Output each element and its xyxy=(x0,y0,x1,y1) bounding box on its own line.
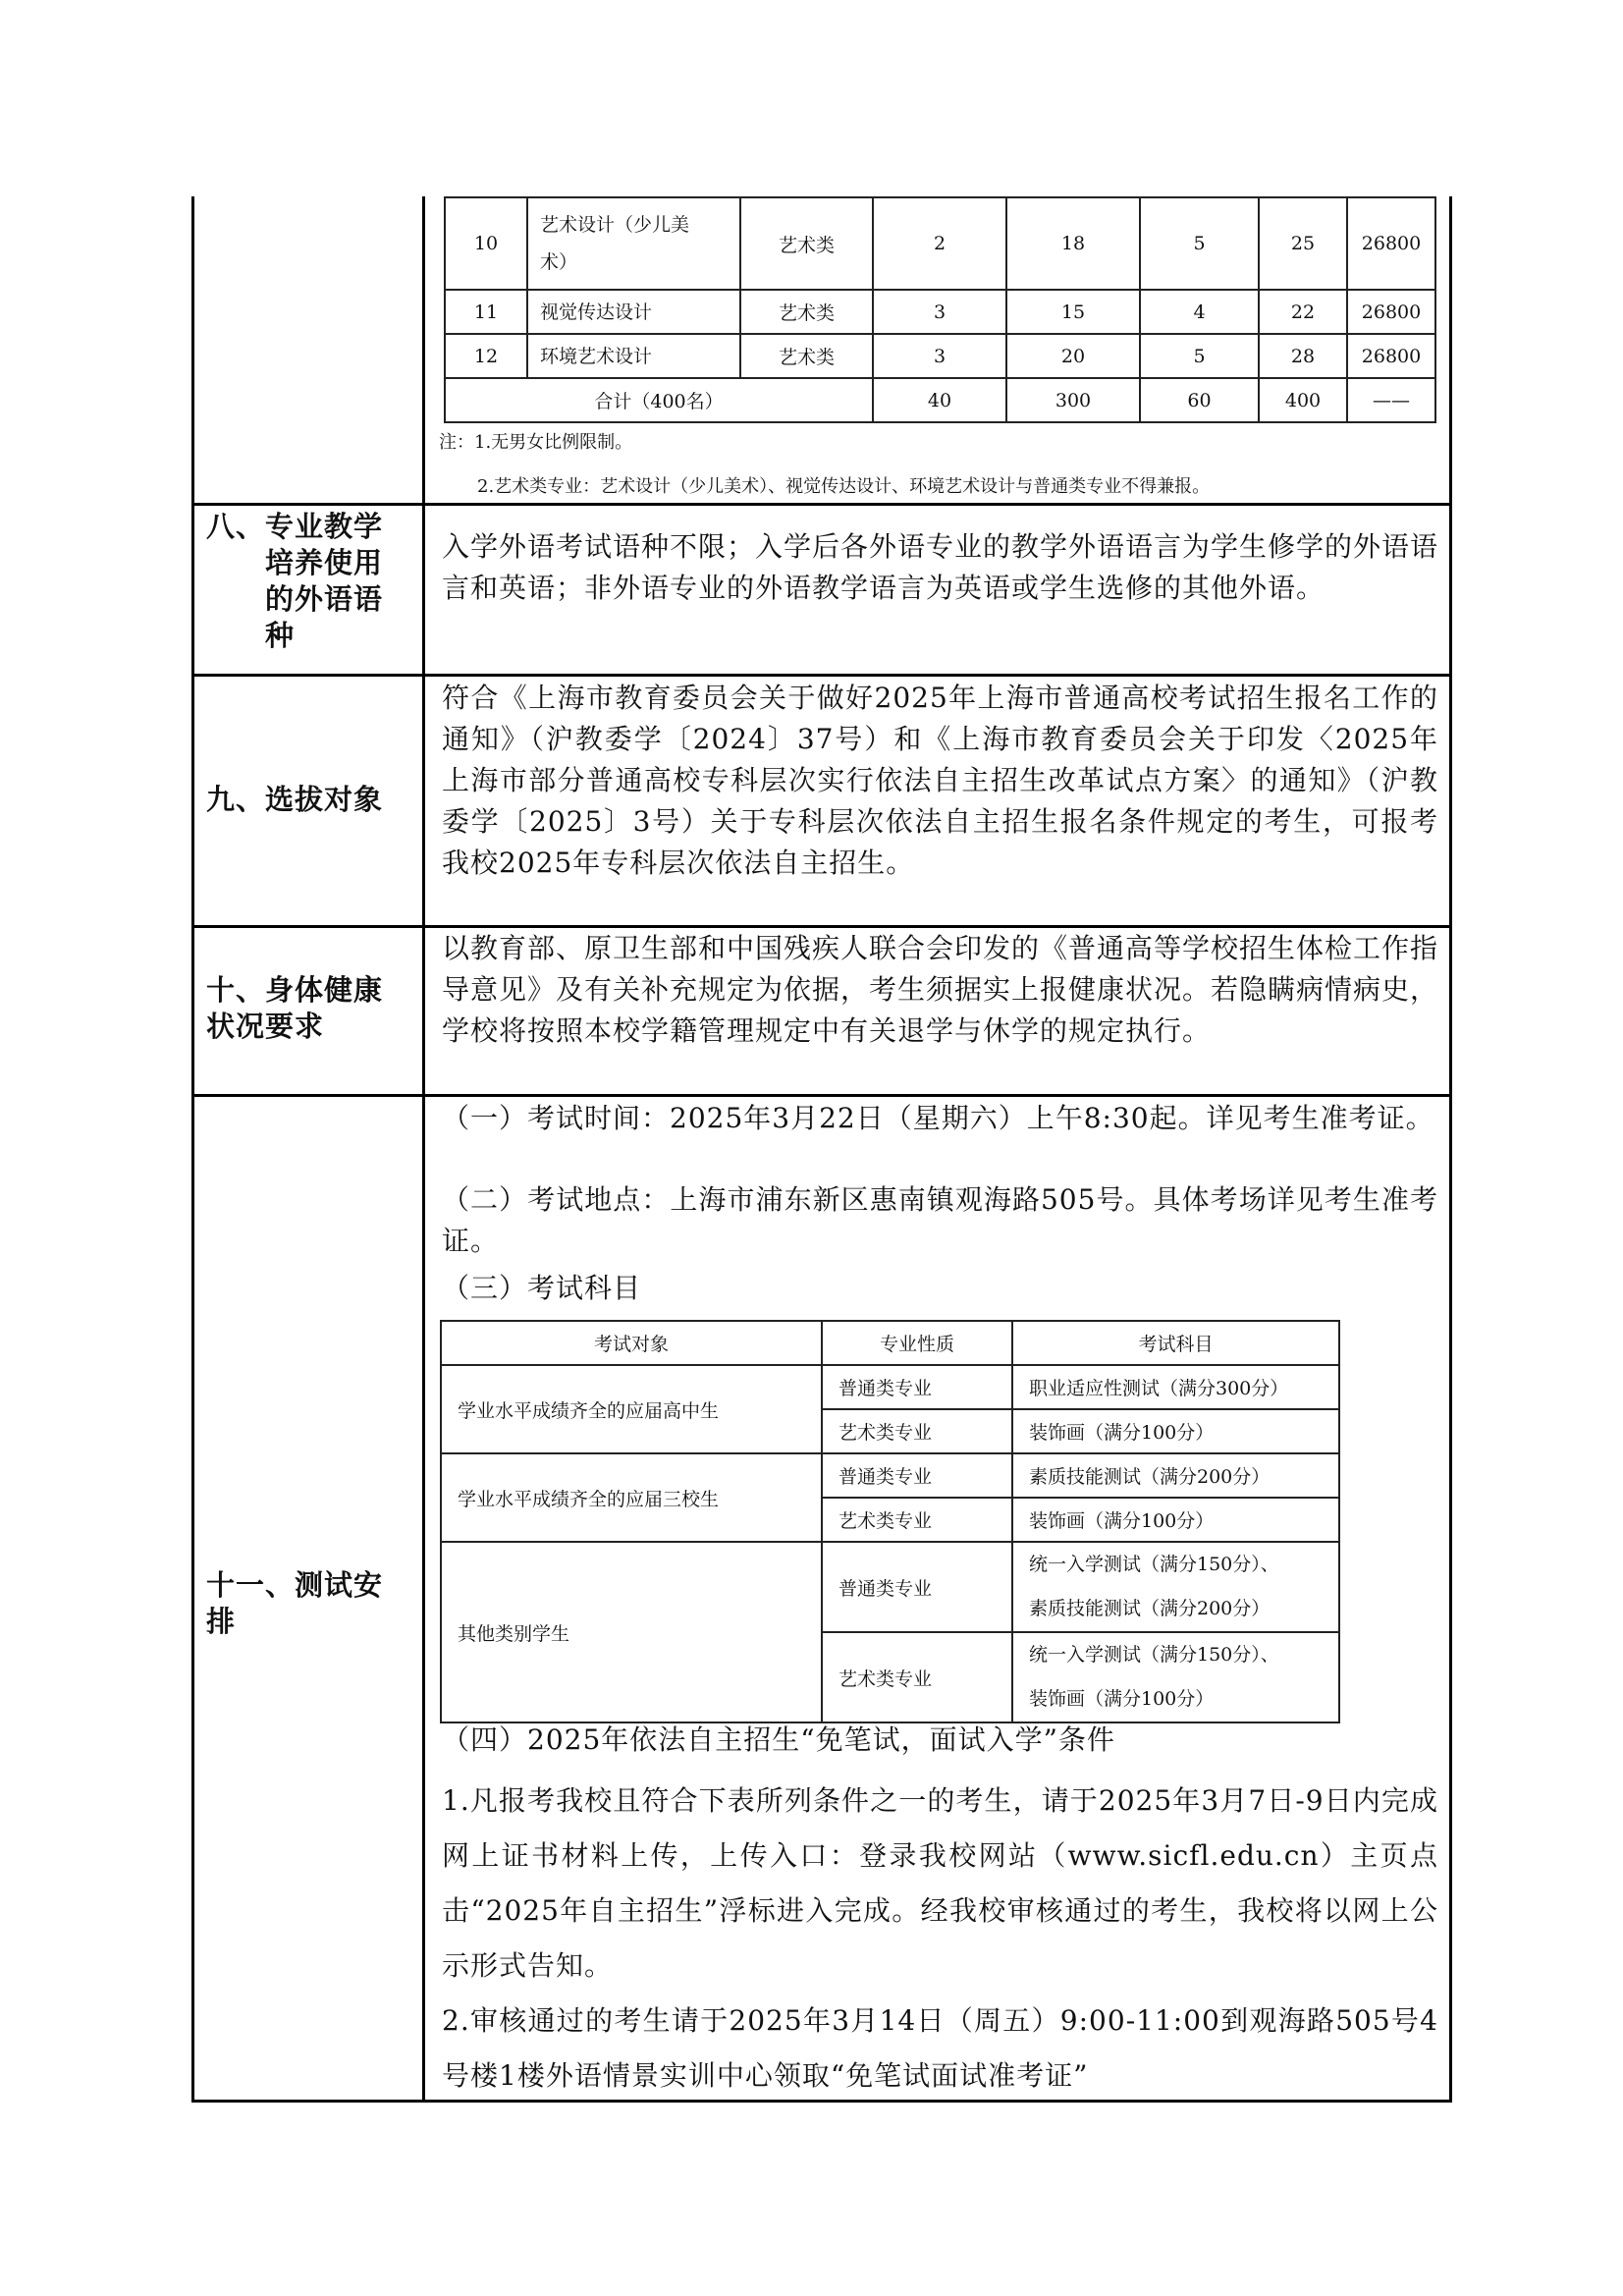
exam-target: 学业水平成绩齐全的应届高中生 xyxy=(441,1365,822,1453)
header-exam-target: 考试对象 xyxy=(441,1321,822,1365)
sum-row xyxy=(445,378,1435,422)
exemption-rule-2: 2.审核通过的考生请于2025年3月14日（周五）9:00-11:00到观海路505号4号楼1楼外语情景实训中心领取“免笔试面试准考证” xyxy=(442,2004,1438,2092)
exam-subject: 职业适应性测试（满分300分） xyxy=(1012,1365,1339,1409)
tuition-fee: 26800 xyxy=(1347,290,1435,334)
row-number: 10 xyxy=(445,197,527,290)
label-line: 种 xyxy=(265,619,296,652)
exam-subject-line: 统一入学测试（满分150分）、 xyxy=(1029,1554,1279,1575)
quota-c1: 2 xyxy=(873,197,1006,290)
label-line: 状况要求 xyxy=(206,1010,325,1043)
quota-table xyxy=(444,196,1436,423)
exemption-rule-1: 1.凡报考我校且符合下表所列条件之一的考生，请于2025年3月7日-9日内完成网上证书材料上传，上传入口：登录我校网站（www.sicfl.edu.cn）主页点击“2025年自主招生”浮标进入完成。经我校审核通过的考生，我校将以网上公示形式告知。 xyxy=(442,1784,1438,1982)
exam-subject-line: 素质技能测试（满分200分） xyxy=(1029,1598,1271,1619)
exam-subject: 素质技能测试（满分200分） xyxy=(1012,1453,1339,1498)
exam-target: 其他类别学生 xyxy=(441,1542,822,1722)
major-category: 艺术类 xyxy=(740,197,873,290)
row-number: 12 xyxy=(445,334,527,378)
table-row xyxy=(441,1365,1339,1409)
quota-c1: 3 xyxy=(873,334,1006,378)
row-number: 11 xyxy=(445,290,527,334)
sum-c3: 60 xyxy=(1140,378,1259,422)
quota-c3: 5 xyxy=(1140,334,1259,378)
table-row xyxy=(441,1453,1339,1498)
quota-c3: 4 xyxy=(1140,290,1259,334)
row-divider-11 xyxy=(191,1094,1452,1097)
major-name xyxy=(527,197,740,290)
quota-total: 25 xyxy=(1259,197,1347,290)
row-divider-9 xyxy=(191,674,1452,677)
major-type: 普通类专业 xyxy=(822,1542,1012,1632)
label-line: 排 xyxy=(206,1605,237,1638)
exam-target: 学业水平成绩齐全的应届三校生 xyxy=(441,1453,822,1542)
section-9-label: 九、选拔对象 xyxy=(206,783,384,816)
quota-c2: 15 xyxy=(1006,290,1140,334)
major-category: 艺术类 xyxy=(740,334,873,378)
exam-subject-line: 统一入学测试（满分150分）、 xyxy=(1029,1644,1279,1666)
note-2: 2.艺术类专业：艺术设计（少儿美术）、视觉传达设计、环境艺术设计与普通类专业不得兼报。 xyxy=(477,476,1211,497)
quota-c1: 3 xyxy=(873,290,1006,334)
exemption-heading: （四）2025年依法自主招生“免笔试，面试入学”条件 xyxy=(442,1723,1115,1756)
exam-subject xyxy=(1012,1632,1339,1722)
quota-c2: 18 xyxy=(1006,197,1140,290)
label-line: 的外语语 xyxy=(265,582,384,616)
quota-c2: 20 xyxy=(1006,334,1140,378)
label-line: 八、专业教学 xyxy=(206,510,384,543)
table-row xyxy=(445,290,1435,334)
section-10-text: 以教育部、原卫生部和中国残疾人联合会印发的《普通高等学校招生体检工作指导意见》及有关补充规定为依据，考生须据实上报健康状况。若隐瞒病情病史，学校将按照本校学籍管理规定中有关退学与休学的规定执行。 xyxy=(442,932,1439,1047)
label-line: 十一、测试安 xyxy=(206,1568,384,1602)
label-line: 培养使用 xyxy=(265,546,384,579)
header-major-type: 专业性质 xyxy=(822,1321,1012,1365)
row-divider-8 xyxy=(191,503,1452,506)
quota-c3: 5 xyxy=(1140,197,1259,290)
tuition-fee: 26800 xyxy=(1347,197,1435,290)
major-type: 艺术类专业 xyxy=(822,1632,1012,1722)
tuition-fee: 26800 xyxy=(1347,334,1435,378)
table-row xyxy=(441,1542,1339,1632)
exam-subject-line: 装饰画（满分100分） xyxy=(1029,1688,1215,1710)
exam-subjects-table xyxy=(440,1320,1340,1723)
quota-total: 22 xyxy=(1259,290,1347,334)
sum-c2: 300 xyxy=(1006,378,1140,422)
major-name: 环境艺术设计 xyxy=(527,334,740,378)
sum-c1: 40 xyxy=(873,378,1006,422)
table-header-row xyxy=(441,1321,1339,1365)
major-type: 艺术类专业 xyxy=(822,1409,1012,1453)
major-type: 普通类专业 xyxy=(822,1365,1012,1409)
section-8-label xyxy=(206,509,412,654)
table-row xyxy=(445,197,1435,290)
header-exam-subject: 考试科目 xyxy=(1012,1321,1339,1365)
major-category: 艺术类 xyxy=(740,290,873,334)
exam-subject: 装饰画（满分100分） xyxy=(1012,1498,1339,1542)
sum-fee: —— xyxy=(1347,378,1435,422)
exam-time: （一）考试时间：2025年3月22日（星期六）上午8:30起。详见考生准考证。 xyxy=(442,1102,1434,1134)
section-10-label xyxy=(206,972,412,1045)
table-row xyxy=(445,334,1435,378)
note-1: 注：1.无男女比例限制。 xyxy=(439,432,633,453)
exam-subject: 装饰画（满分100分） xyxy=(1012,1409,1339,1453)
exam-subjects-heading: （三）考试科目 xyxy=(442,1272,642,1304)
sum-total: 400 xyxy=(1259,378,1347,422)
exam-subject xyxy=(1012,1542,1339,1632)
section-8-text: 入学外语考试语种不限；入学后各外语专业的教学外语语言为学生修学的外语语言和英语；非外语专业的外语教学语言为英语或学生选修的其他外语。 xyxy=(442,530,1439,604)
sum-label: 合计（400名） xyxy=(445,378,873,422)
major-name: 视觉传达设计 xyxy=(527,290,740,334)
quota-total: 28 xyxy=(1259,334,1347,378)
major-name-line1: 艺术设计（少儿美 xyxy=(540,214,690,236)
label-column-divider xyxy=(422,196,425,2103)
major-name-line2: 术） xyxy=(540,251,578,273)
section-9-text: 符合《上海市教育委员会关于做好2025年上海市普通高校考试招生报名工作的通知》（沪教委学〔2024〕37号）和《上海市教育委员会关于印发〈2025年上海市部分普通高校专科层次实行依法自主招生改革试点方案〉的通知》（沪教委学〔2025〕3号）关于专科层次依法自主招生报名条件规定的考生，可报考我校2025年专科层次依法自主招生。 xyxy=(442,682,1438,879)
major-type: 普通类专业 xyxy=(822,1453,1012,1498)
major-type: 艺术类专业 xyxy=(822,1498,1012,1542)
label-line: 十、身体健康 xyxy=(206,973,384,1007)
section-11-label xyxy=(206,1567,412,1640)
exam-location: （二）考试地点：上海市浦东新区惠南镇观海路505号。具体考场详见考生准考证。 xyxy=(442,1183,1438,1257)
